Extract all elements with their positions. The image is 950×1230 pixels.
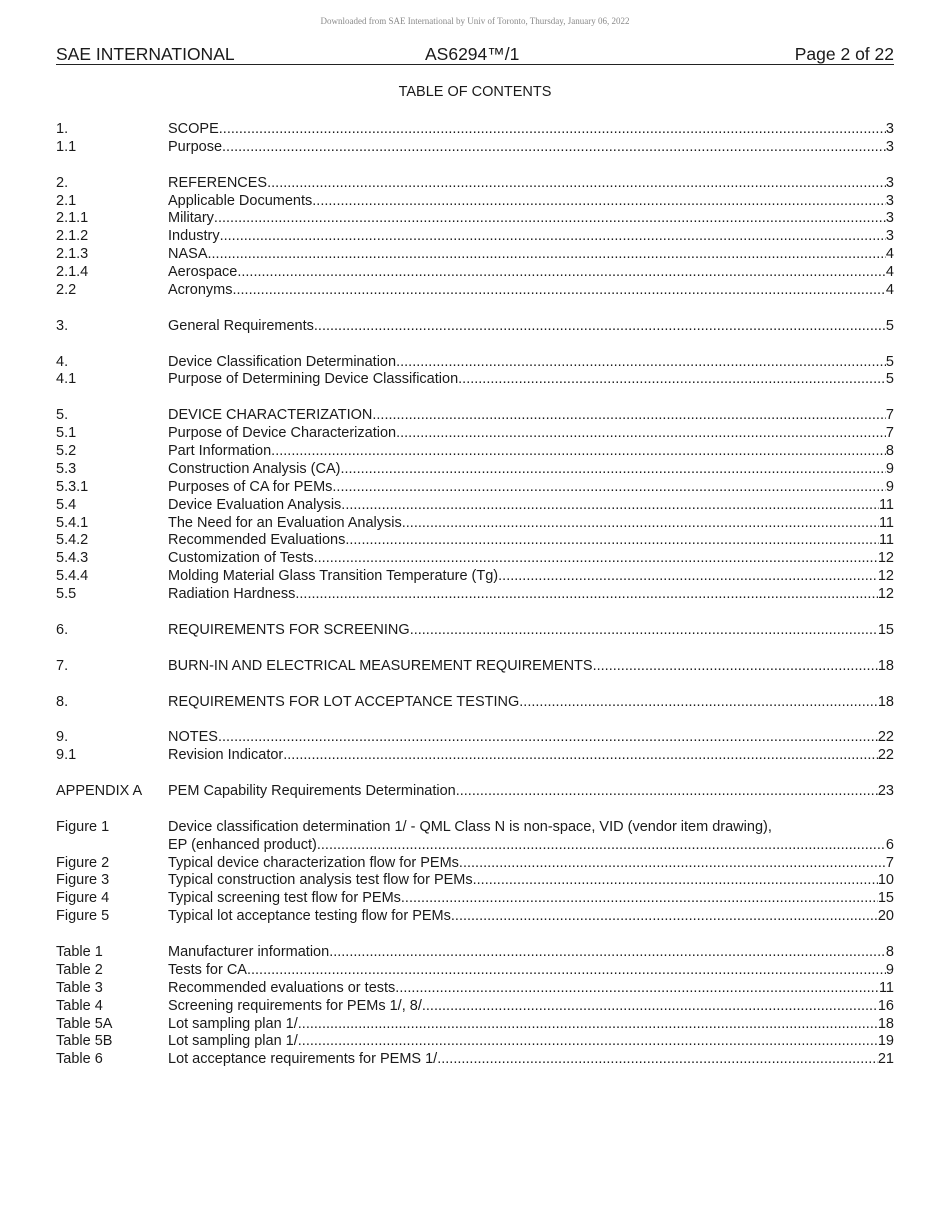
toc-entry-number: 1.1 — [56, 138, 77, 155]
toc-entry-page: 5 — [885, 353, 894, 370]
toc-entry-page: 22 — [877, 729, 894, 746]
toc-leader-dots — [314, 318, 886, 336]
toc-entry-title: Typical device characterization flow for PEMs — [168, 854, 459, 871]
toc-entry-number: Figure 3 — [56, 872, 110, 889]
toc-entry[interactable] — [56, 282, 894, 300]
toc-group-spacer — [56, 711, 894, 729]
toc-leader-dots — [459, 855, 886, 873]
toc-entry[interactable] — [56, 819, 894, 837]
toc-entry-page: 7 — [885, 854, 894, 871]
toc-entry-number: Table 6 — [56, 1051, 103, 1068]
toc-entry[interactable] — [56, 890, 894, 908]
toc-entry-title: Purpose of Determining Device Classification — [168, 371, 459, 388]
toc-entry[interactable] — [56, 998, 894, 1016]
toc-entry-number: 7. — [56, 657, 69, 674]
toc-entry-title: Recommended evaluations or tests — [168, 979, 396, 996]
toc-leader-dots — [456, 783, 878, 801]
toc-entry-title: REQUIREMENTS FOR LOT ACCEPTANCE TESTING — [168, 693, 520, 710]
download-watermark: Downloaded from SAE International by Univ of Toronto, Thursday, January 06, 2022 — [320, 16, 630, 26]
toc-entry[interactable] — [56, 962, 894, 980]
toc-leader-dots — [451, 908, 878, 926]
toc-entry-title: Construction Analysis (CA) — [168, 460, 341, 477]
toc-entry[interactable] — [56, 658, 894, 676]
toc-entry-title: Manufacturer information — [168, 943, 330, 960]
toc-entry-title: Revision Indicator — [168, 747, 284, 764]
toc-entry-page: 5 — [885, 317, 894, 334]
header-org: SAE INTERNATIONAL — [56, 44, 235, 64]
toc-entry[interactable] — [56, 694, 894, 712]
toc-entry-number: 5.4 — [56, 496, 77, 513]
toc-entry-page: 3 — [885, 121, 894, 137]
toc-entry-title: REFERENCES — [168, 174, 268, 191]
toc-entry-title: Device Classification Determination — [168, 353, 397, 370]
toc-entry-title: BURN-IN AND ELECTRICAL MEASUREMENT REQUIREMENTS — [168, 657, 593, 674]
toc-entry-page: 11 — [878, 514, 894, 531]
toc-leader-dots — [593, 658, 878, 676]
toc-entry-number: 5.4.3 — [56, 550, 89, 567]
toc-entry-number: Table 4 — [56, 997, 103, 1014]
toc-leader-dots — [341, 497, 879, 515]
toc-entry-number: 4.1 — [56, 371, 77, 388]
toc-leader-dots — [395, 980, 879, 998]
toc-entry-number: 5.5 — [56, 586, 77, 603]
toc-entry[interactable] — [56, 443, 894, 461]
toc-leader-dots — [271, 443, 886, 461]
toc-entry[interactable] — [56, 550, 894, 568]
toc-leader-dots — [332, 479, 886, 497]
toc-leader-dots — [401, 890, 878, 908]
toc-entry-page: 3 — [885, 228, 894, 245]
toc-entry-number: Table 5B — [56, 1033, 113, 1050]
toc-entry[interactable] — [56, 318, 894, 336]
toc-entry-page: 3 — [885, 192, 894, 209]
toc-leader-dots — [283, 747, 878, 765]
toc-entry-page: 10 — [877, 872, 894, 889]
toc-entry-number: 5.4.4 — [56, 568, 89, 585]
toc-entry-title: Aerospace — [168, 264, 238, 281]
toc-entry[interactable] — [56, 855, 894, 873]
toc-entry-title: Recommended Evaluations — [168, 532, 346, 549]
toc-entry[interactable] — [56, 980, 894, 998]
toc-entry-number: 9. — [56, 729, 69, 746]
toc-entry-page: 18 — [877, 693, 894, 710]
toc-entry-page: 21 — [877, 1051, 894, 1068]
toc-entry-title: The Need for an Evaluation Analysis — [168, 514, 402, 531]
toc-entry-page: 19 — [877, 1033, 894, 1050]
toc-entry[interactable] — [56, 586, 894, 604]
toc-entry-number: Figure 5 — [56, 908, 110, 925]
toc-entry-page: 22 — [877, 747, 894, 764]
toc-group-spacer — [56, 389, 894, 407]
toc-entry[interactable] — [56, 461, 894, 479]
header-doc-id: AS6294™/1 — [425, 44, 520, 64]
toc-entry-page: 4 — [885, 282, 894, 299]
toc-entry-number: 3. — [56, 317, 69, 334]
toc-group-spacer — [56, 801, 894, 819]
toc-entry-number: 4. — [56, 353, 69, 370]
toc-entry-title: Military — [168, 210, 214, 227]
toc-leader-dots — [329, 944, 886, 962]
toc-entry-number: 6. — [56, 621, 69, 638]
toc-entry-title: Radiation Hardness — [168, 586, 296, 603]
toc-entry-number: Table 2 — [56, 961, 103, 978]
table-of-contents — [56, 121, 894, 1069]
toc-entry[interactable] — [56, 497, 894, 515]
page-header — [56, 44, 894, 65]
toc-group-spacer — [56, 765, 894, 783]
toc-entry-number: 5.1 — [56, 425, 77, 442]
toc-entry-number: 9.1 — [56, 747, 77, 764]
toc-entry-title: DEVICE CHARACTERIZATION — [168, 407, 373, 424]
toc-entry-number: 5.4.2 — [56, 532, 89, 549]
toc-entry-number: 2.1.1 — [56, 210, 89, 227]
toc-entry-number: Figure 2 — [56, 854, 110, 871]
toc-entry[interactable] — [56, 1033, 894, 1051]
toc-leader-dots — [222, 139, 886, 157]
toc-leader-dots — [396, 425, 886, 443]
toc-entry-number: 2.1 — [56, 192, 77, 209]
toc-leader-dots — [214, 210, 886, 228]
toc-entry-title: Lot sampling plan 1/ — [168, 1033, 298, 1050]
toc-leader-dots — [220, 228, 886, 246]
toc-entry-number: 5.3.1 — [56, 478, 89, 495]
toc-entry[interactable] — [56, 479, 894, 497]
toc-entry-page: 8 — [885, 943, 894, 960]
toc-entry-number: 5. — [56, 407, 69, 424]
toc-entry-continuation[interactable] — [56, 837, 894, 855]
toc-entry[interactable] — [56, 729, 894, 747]
toc-entry-title: Part Information — [168, 443, 272, 460]
toc-entry-title: Industry — [168, 228, 220, 245]
toc-entry[interactable] — [56, 246, 894, 264]
toc-entry-page: 23 — [877, 782, 894, 799]
toc-leader-dots — [312, 193, 886, 211]
toc-leader-dots — [519, 694, 878, 712]
toc-entry-page: 9 — [885, 478, 894, 495]
toc-leader-dots — [458, 371, 886, 389]
toc-entry-title: SCOPE — [168, 121, 219, 137]
toc-entry-page: 6 — [885, 836, 894, 853]
toc-entry[interactable] — [56, 622, 894, 640]
toc-entry-page: 12 — [877, 586, 894, 603]
toc-entry-page: 3 — [885, 174, 894, 191]
toc-group-spacer — [56, 336, 894, 354]
toc-leader-dots — [340, 461, 885, 479]
toc-entry-number: 2.2 — [56, 282, 77, 299]
toc-entry[interactable] — [56, 354, 894, 372]
toc-entry[interactable] — [56, 908, 894, 926]
toc-entry-title: Screening requirements for PEMs 1/, 8/ — [168, 997, 422, 1014]
toc-entry-title-line1: Device classification determination 1/ - QML Class N is non-space, VID (vendor item drawing), — [168, 818, 772, 835]
toc-entry[interactable] — [56, 1051, 894, 1069]
toc-group-spacer — [56, 676, 894, 694]
toc-entry-page: 5 — [885, 371, 894, 388]
toc-entry[interactable] — [56, 139, 894, 157]
toc-leader-dots — [437, 1051, 878, 1069]
toc-entry[interactable] — [56, 228, 894, 246]
toc-entry-page: 4 — [885, 246, 894, 263]
toc-leader-dots — [247, 962, 886, 980]
toc-entry[interactable] — [56, 1016, 894, 1034]
toc-entry[interactable] — [56, 532, 894, 550]
toc-leader-dots — [295, 586, 878, 604]
toc-entry-number: 1. — [56, 121, 69, 137]
toc-leader-dots — [345, 532, 879, 550]
toc-entry-page: 8 — [885, 443, 894, 460]
toc-entry[interactable] — [56, 121, 894, 139]
toc-entry-number: Table 1 — [56, 943, 103, 960]
toc-entry-title: Applicable Documents — [168, 192, 313, 209]
toc-entry-number: 2. — [56, 174, 69, 191]
toc-entry-title: Acronyms — [168, 282, 233, 299]
toc-entry-page: 16 — [877, 997, 894, 1014]
toc-entry-title: Customization of Tests — [168, 550, 314, 567]
toc-entry-page: 15 — [877, 621, 894, 638]
toc-entry-page: 20 — [877, 908, 894, 925]
toc-entry-title: NOTES — [168, 729, 218, 746]
toc-entry-title: Purpose — [168, 138, 223, 155]
toc-entry-page: 3 — [885, 210, 894, 227]
toc-entry-number: Figure 4 — [56, 890, 110, 907]
toc-entry-number: Figure 1 — [56, 818, 110, 835]
toc-leader-dots — [267, 175, 886, 193]
toc-entry[interactable] — [56, 747, 894, 765]
toc-entry-title: Typical construction analysis test flow for PEMs — [168, 872, 473, 889]
toc-entry[interactable] — [56, 371, 894, 389]
toc-entry-page: 12 — [877, 568, 894, 585]
toc-entry-page: 7 — [885, 407, 894, 424]
toc-entry-title: Typical screening test flow for PEMs — [168, 890, 401, 907]
header-page-label: Page 2 of 22 — [794, 44, 894, 64]
toc-entry[interactable] — [56, 193, 894, 211]
toc-entry-page: 18 — [877, 1015, 894, 1032]
toc-entry-title: Lot sampling plan 1/ — [168, 1015, 298, 1032]
toc-leader-dots — [410, 622, 878, 640]
toc-entry-title: Lot acceptance requirements for PEMS 1/ — [168, 1051, 438, 1068]
toc-entry-page: 15 — [877, 890, 894, 907]
toc-leader-dots — [422, 998, 878, 1016]
toc-entry-number: 5.3 — [56, 460, 77, 477]
toc-entry-number: Table 5A — [56, 1015, 113, 1032]
toc-group-spacer — [56, 604, 894, 622]
toc-entry-page: 11 — [878, 496, 894, 513]
toc-entry[interactable] — [56, 783, 894, 801]
toc-leader-dots — [232, 282, 885, 300]
toc-leader-dots — [314, 550, 878, 568]
toc-entry-title: EP (enhanced product) — [168, 836, 317, 853]
toc-entry-number: APPENDIX A — [56, 782, 143, 799]
toc-entry-page: 12 — [877, 550, 894, 567]
toc-group-spacer — [56, 640, 894, 658]
toc-entry-page: 11 — [878, 532, 894, 549]
toc-entry-title: Purposes of CA for PEMs — [168, 478, 333, 495]
toc-entry-number: 5.2 — [56, 443, 77, 460]
toc-entry-page: 4 — [885, 264, 894, 281]
toc-entry-page: 7 — [885, 425, 894, 442]
toc-entry-number: 5.4.1 — [56, 514, 89, 531]
toc-entry-page: 18 — [877, 657, 894, 674]
toc-leader-dots — [237, 264, 886, 282]
toc-entry-number: 2.1.2 — [56, 228, 89, 245]
toc-entry-title: NASA — [168, 246, 208, 263]
toc-entry[interactable] — [56, 944, 894, 962]
toc-entry-title: Typical lot acceptance testing flow for PEMs — [168, 908, 451, 925]
toc-entry[interactable] — [56, 872, 894, 890]
toc-leader-dots — [298, 1016, 878, 1034]
toc-group-spacer — [56, 300, 894, 318]
toc-leader-dots — [218, 729, 878, 747]
toc-entry-title: REQUIREMENTS FOR SCREENING — [168, 621, 410, 638]
toc-entry-number: Table 3 — [56, 979, 103, 996]
toc-entry-number: 2.1.4 — [56, 264, 89, 281]
toc-entry-title: Molding Material Glass Transition Temperature (Tg) — [168, 568, 499, 585]
toc-group-spacer — [56, 157, 894, 175]
toc-entry-title: PEM Capability Requirements Determination — [168, 782, 456, 799]
toc-leader-dots — [396, 354, 886, 372]
toc-entry[interactable] — [56, 568, 894, 586]
toc-entry[interactable] — [56, 407, 894, 425]
toc-entry-page: 11 — [878, 979, 894, 996]
toc-group-spacer — [56, 926, 894, 944]
toc-entry-title: Purpose of Device Characterization — [168, 425, 397, 442]
toc-entry[interactable] — [56, 264, 894, 282]
toc-entry-number: 2.1.3 — [56, 246, 89, 263]
toc-entry[interactable] — [56, 425, 894, 443]
toc-entry-page: 9 — [885, 961, 894, 978]
toc-entry-title: General Requirements — [168, 317, 314, 334]
toc-entry-page: 9 — [885, 460, 894, 477]
toc-entry-title: Device Evaluation Analysis — [168, 496, 342, 513]
toc-leader-dots — [372, 407, 886, 425]
toc-entry[interactable] — [56, 175, 894, 193]
toc-entry-title: Tests for CA — [168, 961, 247, 978]
toc-entry[interactable] — [56, 210, 894, 228]
toc-leader-dots — [473, 872, 878, 890]
toc-entry[interactable] — [56, 515, 894, 533]
toc-entry-page: 3 — [885, 138, 894, 155]
toc-leader-dots — [498, 568, 878, 586]
toc-leader-dots — [402, 515, 879, 533]
toc-leader-dots — [317, 837, 886, 855]
toc-title: TABLE OF CONTENTS — [398, 84, 552, 100]
toc-entry-number: 8. — [56, 693, 69, 710]
toc-leader-dots — [219, 121, 886, 139]
toc-leader-dots — [208, 246, 886, 264]
toc-leader-dots — [298, 1033, 878, 1051]
